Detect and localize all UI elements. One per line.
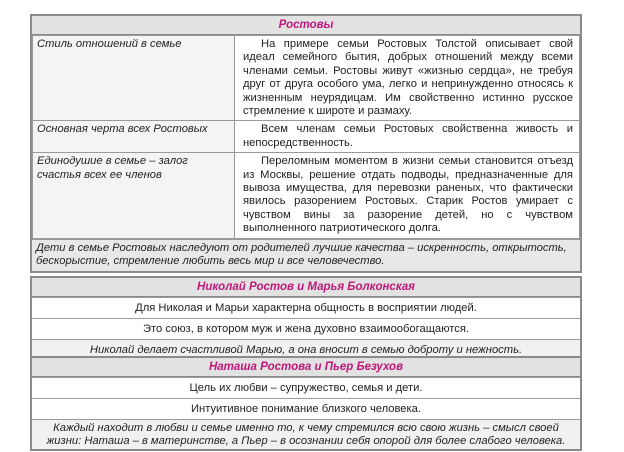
table-row xyxy=(33,36,580,121)
list-item: Интуитивное понимание близкого человека. xyxy=(32,398,580,419)
list-item: Это союз, в котором муж и жена духовно взаимообогащаются. xyxy=(32,318,580,339)
nikolai-marya-title: Николай Ростов и Марья Болконская xyxy=(32,278,580,297)
list-item: Николай делает счастливой Марью, а она вносит в семью доброту и нежность. xyxy=(32,339,580,360)
rostovy-conclusion: Дети в семье Ростовых наследуют от родителей лучшие качества – искренность, открытость, бескорыстие, стремление любить весь мир и все человечество. xyxy=(32,239,580,271)
list-item: Цель их любви – супружество, семья и дети. xyxy=(32,377,580,398)
table-row xyxy=(33,121,580,153)
row-label: Стиль отношений в семье xyxy=(33,36,235,121)
row-label: Единодушие в семье – залог счастья всех ее членов xyxy=(33,153,235,238)
natasha-pierre-title: Наташа Ростова и Пьер Безухов xyxy=(32,358,580,377)
row-label: Основная черта всех Ростовых xyxy=(33,121,235,153)
list-item: Каждый находит в любви и семье именно то, к чему стремился всю свою жизнь – смысл своей жизни: Наташа – в материнстве, а Пьер – в осознании себя опорой для более слабого человека. xyxy=(32,419,580,449)
natasha-pierre-table xyxy=(30,356,582,451)
nikolai-marya-table xyxy=(30,276,582,362)
rostovy-title: Ростовы xyxy=(32,16,580,35)
rostovy-grid xyxy=(32,35,580,239)
row-description: На примере семьи Ростовых Толстой описывает свой идеал семейного бытия, добрых отношений между всеми членами семьи. Ростовы живут «жизнью сердца», не требуя друг от друга особого ума, легко и непринужденно относясь к жизненным неурядицам. Им свойственно истинно русское стремление к широте и размаху. xyxy=(235,36,580,121)
list-item: Для Николая и Марьи характерна общность в восприятии людей. xyxy=(32,297,580,318)
row-description: Переломным моментом в жизни семьи становится отъезд из Москвы, решение отдать подводы, предназначенные для вывоза имущества, для перевозки раненых, что фактически явилось разорением Ростовых. Старик Ростов умирает с чувством вины за разорение детей, но с чувством выполненного патриотического долга. xyxy=(235,153,580,238)
rostovy-table xyxy=(30,14,582,273)
table-row xyxy=(33,153,580,238)
row-description: Всем членам семьи Ростовых свойственна живость и непосредственность. xyxy=(235,121,580,153)
